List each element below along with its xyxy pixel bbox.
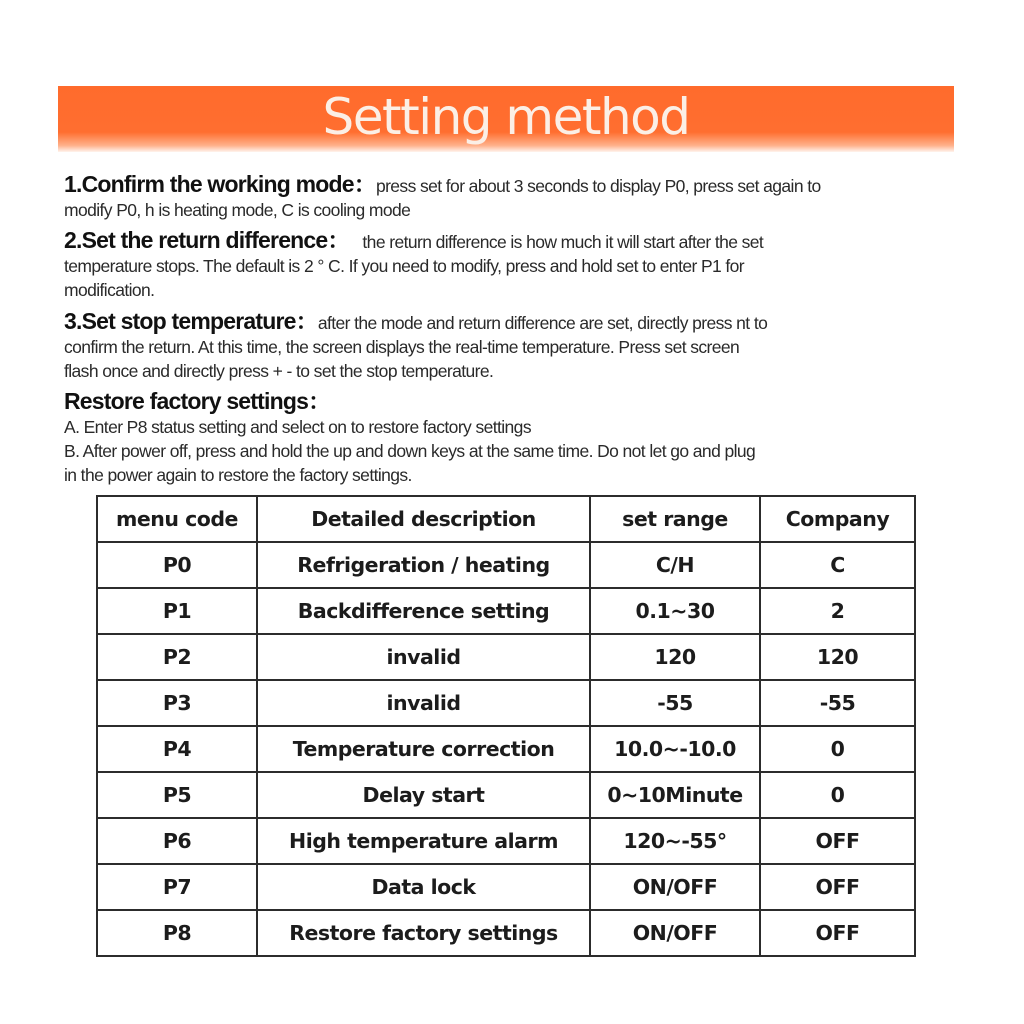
restore-line: B. After power off, press and hold the up and down keys at the same time. Do not let go and plug [64,441,756,461]
restore-line: A. Enter P8 status setting and select on to restore factory settings [64,417,531,437]
header-description: Detailed description [257,496,590,542]
step-set-return-difference [64,228,954,302]
cell-description: invalid [257,634,590,680]
header-menu-code: menu code [97,496,257,542]
cell-set-range: ON/OFF [590,864,760,910]
restore-heading: Restore factory settings： [64,388,331,414]
cell-description: Backdifference setting [257,588,590,634]
table-row [97,864,915,910]
cell-description: invalid [257,680,590,726]
cell-set-range: 120 [590,634,760,680]
step-text: modification. [64,280,155,300]
step-heading: 2.Set the return difference： [64,227,350,253]
table-row [97,634,915,680]
cell-menu-code: P2 [97,634,257,680]
step-text: the return difference is how much it will start after the set [362,232,764,252]
table-row [97,680,915,726]
table-row [97,910,915,956]
cell-company: OFF [760,818,915,864]
table-row [97,818,915,864]
step-heading: 1.Confirm the working mode： [64,171,376,197]
step-text: temperature stops. The default is 2 ° C. If you need to modify, press and hold set to enter P1 for [64,256,745,276]
cell-menu-code: P4 [97,726,257,772]
cell-company: 0 [760,726,915,772]
title-banner [58,86,954,152]
table-row [97,542,915,588]
cell-menu-code: P6 [97,818,257,864]
cell-company: OFF [760,910,915,956]
cell-description: Temperature correction [257,726,590,772]
cell-company: C [760,542,915,588]
cell-set-range: 0~10Minute [590,772,760,818]
header-set-range: set range [590,496,760,542]
parameter-table [96,495,916,957]
header-company: Company [760,496,915,542]
step-text: confirm the return. At this time, the screen displays the real-time temperature. Press set screen [64,337,740,357]
cell-set-range: 10.0~-10.0 [590,726,760,772]
restore-factory-settings [64,387,954,487]
cell-description: Data lock [257,864,590,910]
step-text: modify P0, h is heating mode, C is cooling mode [64,200,411,220]
cell-set-range: 0.1~30 [590,588,760,634]
step-text: press set for about 3 seconds to display P0, press set again to [375,176,821,196]
step-confirm-working-mode [64,172,954,222]
cell-set-range: -55 [590,680,760,726]
cell-menu-code: P0 [97,542,257,588]
step-text: flash once and directly press + - to set the stop temperature. [64,361,494,381]
restore-line: in the power again to restore the factory settings. [64,465,412,485]
step-heading: 3.Set stop temperature： [64,308,318,334]
cell-company: 0 [760,772,915,818]
cell-menu-code: P8 [97,910,257,956]
cell-company: 120 [760,634,915,680]
cell-menu-code: P5 [97,772,257,818]
cell-description: Refrigeration / heating [257,542,590,588]
cell-company: 2 [760,588,915,634]
cell-description: Delay start [257,772,590,818]
cell-description: Restore factory settings [257,910,590,956]
cell-company: -55 [760,680,915,726]
table-row [97,726,915,772]
cell-set-range: C/H [590,542,760,588]
cell-company: OFF [760,864,915,910]
cell-menu-code: P7 [97,864,257,910]
step-text: after the mode and return difference are set, directly press nt to [317,313,768,333]
table-header-row [97,496,915,542]
step-set-stop-temperature [64,309,954,383]
cell-menu-code: P1 [97,588,257,634]
cell-set-range: 120~-55° [590,818,760,864]
cell-set-range: ON/OFF [590,910,760,956]
page-title: Setting method [322,88,690,146]
table-row [97,772,915,818]
cell-description: High temperature alarm [257,818,590,864]
cell-menu-code: P3 [97,680,257,726]
table-row [97,588,915,634]
